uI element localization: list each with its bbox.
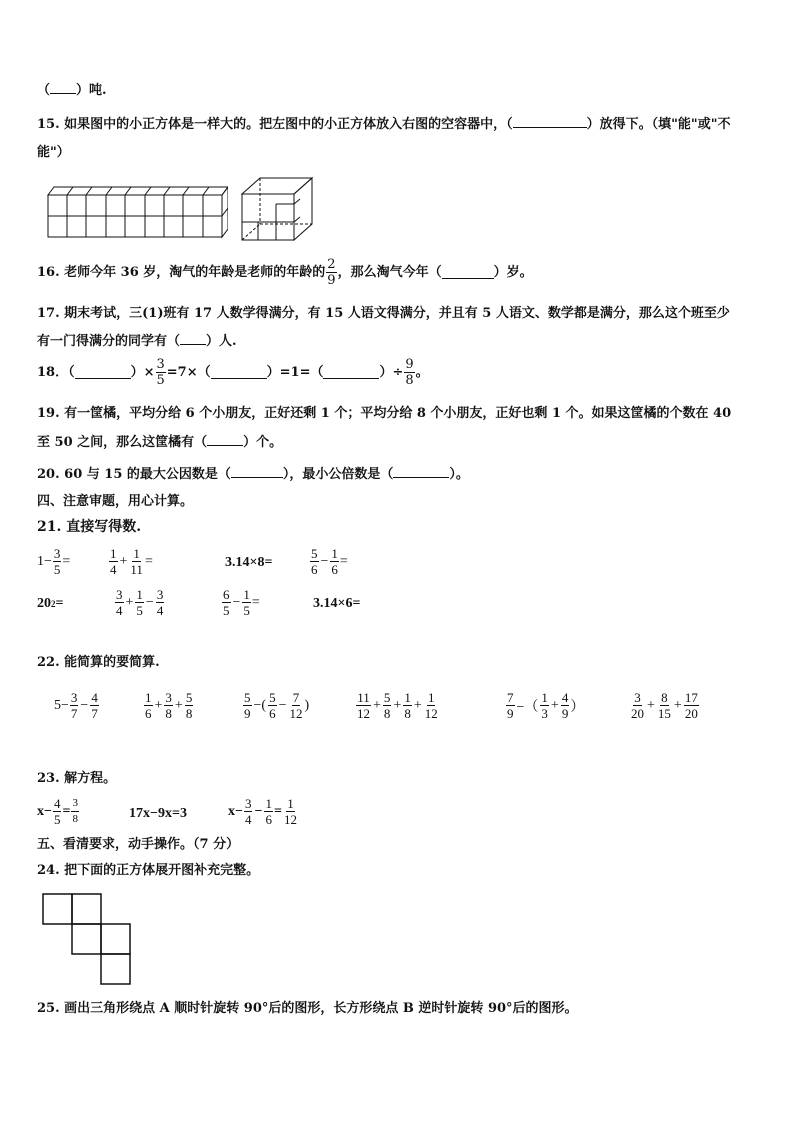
q20: 20. 60 与 15 的最大公因数是（ ），最小公倍数是（ ）。: [37, 467, 469, 482]
section-5-heading: 五、看清要求，动手操作。（7 分）: [37, 837, 240, 852]
q21-expr-2: $\frac{1}{4}$ + $\frac{1}{11}$ =: [110, 546, 153, 577]
answer-blank[interactable]: [211, 367, 267, 379]
q23-eq-2: 17x−9x=3: [129, 806, 187, 821]
q21-expr-8: 3.14×6=: [313, 596, 361, 611]
q23-eq-1: x− $\frac{4}{5}$ = $\frac{3}{8}$: [37, 796, 78, 827]
answer-blank[interactable]: [50, 82, 76, 94]
answer-blank[interactable]: [207, 434, 243, 446]
answer-blank[interactable]: [75, 367, 131, 379]
q14-tail: （ ）吨.: [37, 83, 107, 98]
fraction: $\frac{3}{5}$: [156, 357, 165, 388]
q22-expr-1: 5− $\frac{3}{7}$ − $\frac{4}{7}$: [54, 690, 98, 721]
q21-title: 21. 直接写得数.: [37, 519, 142, 535]
q21-expr-5: 20 2 =: [37, 596, 64, 611]
answer-blank[interactable]: [323, 367, 379, 379]
q24-title: 24. 把下面的正方体展开图补充完整。: [37, 863, 260, 878]
container-figure: [238, 174, 314, 244]
q21-expr-6: $\frac{3}{4}$ + $\frac{1}{5}$ − $\frac{3}{4}$: [116, 587, 164, 618]
q15-line1: 15. 如果图中的小正方体是一样大的。把左图中的小正方体放入右图的空容器中，（ ）放得下。（填"能"或"不: [37, 117, 731, 132]
q21-expr-4: $\frac{5}{6}$ − $\frac{1}{6}$ =: [311, 546, 348, 577]
q22-expr-3: $\frac{5}{9}$ −( $\frac{5}{6}$ − $\frac{7}{12}$ ): [244, 690, 310, 721]
q25-title: 25. 画出三角形绕点 A 顺时针旋转 90°后的图形，长方形绕点 B 逆时针旋转 90°后的图形。: [37, 1001, 578, 1016]
q17-line1: 17. 期末考试，三(1)班有 17 人数学得满分，有 15 人语文得满分，并且有 5 人语文、数学都是满分，那么这个班至少: [37, 306, 730, 321]
q22-expr-4: $\frac{11}{12}$ + $\frac{5}{8}$ + $\frac{1}{8}$ + $\frac{1}{12}$: [357, 690, 438, 721]
fraction: $\frac{2}{9}$: [327, 257, 336, 288]
fraction: $\frac{9}{8}$: [405, 357, 414, 388]
q23-title: 23. 解方程。: [37, 771, 117, 786]
q21-expr-3: 3.14×8=: [225, 555, 273, 570]
q22-expr-5: $\frac{7}{9}$ −（ $\frac{1}{3}$ + $\frac{4}{9}$ ）: [507, 690, 585, 721]
q22-title: 22. 能简算的要简算.: [37, 655, 160, 670]
q17-line2: 有一门得满分的同学有（ ）人.: [37, 334, 237, 349]
q15-line2: 能"）: [37, 145, 70, 160]
q18: 18．（ ）× $\frac{3}{5}$ =7×（ ）=1=（ ）÷ $\frac{9}{8}$ 。: [37, 357, 429, 388]
answer-blank[interactable]: [393, 466, 449, 478]
answer-blank[interactable]: [180, 333, 206, 345]
section-4-heading: 四、注意审题，用心计算。: [37, 494, 194, 509]
q19-line2: 至 50 之间，那么这筐橘有（ ）个。: [37, 435, 283, 450]
q19-line1: 19. 有一筐橘，平均分给 6 个小朋友，正好还剩 1 个；平均分给 8 个小朋友，正好也剩 1 个。如果这筐橘的个数在 40: [37, 406, 732, 421]
q22-expr-2: $\frac{1}{6}$ + $\frac{3}{8}$ + $\frac{5}{8}$: [145, 690, 193, 721]
q21-expr-1: 1− $\frac{3}{5}$ =: [37, 546, 71, 577]
answer-blank[interactable]: [442, 267, 494, 279]
cube-row-figure: [44, 181, 228, 241]
answer-blank[interactable]: [231, 466, 283, 478]
q16: 16. 老师今年 36 岁，淘气的年龄是老师的年龄的 $\frac{2}{9}$ ，那么淘气今年（ ）岁。: [37, 257, 533, 288]
q22-expr-6: $\frac{3}{20}$ + $\frac{8}{15}$ + $\frac{17}{20}$: [631, 690, 698, 721]
q21-expr-7: $\frac{6}{5}$ − $\frac{1}{5}$ =: [223, 587, 260, 618]
q23-eq-3: x− $\frac{3}{4}$ − $\frac{1}{6}$ = $\frac{1}{12}$: [228, 796, 297, 827]
answer-blank[interactable]: [513, 116, 587, 128]
cube-net-figure: [42, 893, 132, 986]
